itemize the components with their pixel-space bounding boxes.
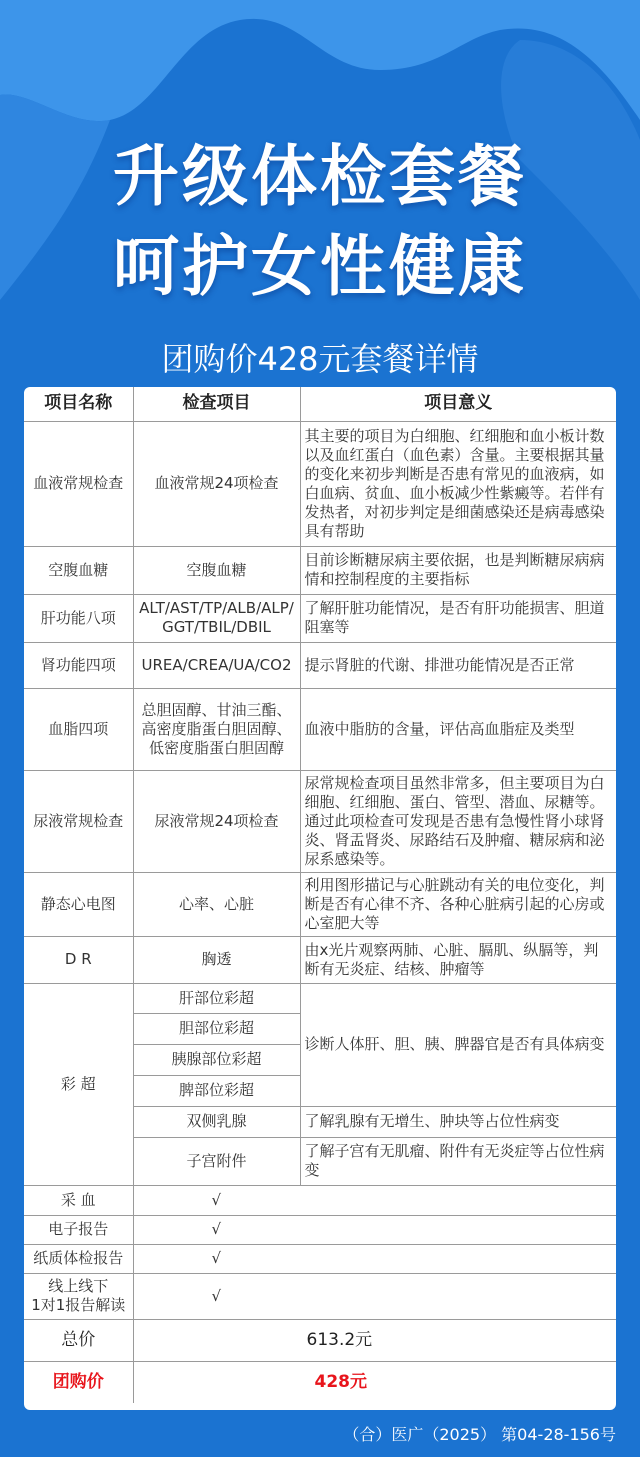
service-row (24, 1244, 616, 1273)
service-row (24, 1215, 616, 1244)
row-name: 血脂四项 (24, 688, 133, 770)
ultrasound-item: 子宫附件 (133, 1137, 300, 1185)
row-name: D R (24, 936, 133, 983)
ultrasound-meaning-breast: 了解乳腺有无增生、肿块等占位性病变 (300, 1106, 616, 1137)
row-name: 空腹血糖 (24, 546, 133, 594)
ultrasound-item: 胆部位彩超 (133, 1013, 300, 1044)
package-table (24, 387, 616, 1403)
hero-title-line2: 呵护女性健康 (113, 228, 527, 305)
check-mark: √ (133, 1215, 616, 1244)
table-row (24, 594, 616, 642)
row-name: 肝功能八项 (24, 594, 133, 642)
table-row (24, 770, 616, 872)
service-name: 电子报告 (24, 1215, 133, 1244)
ultrasound-name: 彩 超 (24, 983, 133, 1185)
header-item: 检查项目 (133, 387, 300, 421)
ad-license-number: （合）医广（2025） 第04-28-156号 (343, 1425, 616, 1444)
row-meaning: 利用图形描记与心脏跳动有关的电位变化，判断是否有心律不齐、各种心脏病引起的心房或心室肥大等 (300, 872, 616, 936)
service-row (24, 1273, 616, 1319)
row-item: UREA/CREA/UA/CO2 (133, 642, 300, 688)
table-row (24, 872, 616, 936)
row-item: 尿液常规24项检查 (133, 770, 300, 872)
header-meaning: 项目意义 (300, 387, 616, 421)
package-table-card (24, 387, 616, 1410)
total-price-label: 总价 (24, 1319, 133, 1361)
row-item: 心率、心脏 (133, 872, 300, 936)
ultrasound-meaning-organs: 诊断人体肝、胆、胰、脾器官是否有具体病变 (300, 983, 616, 1106)
group-price-value: 428元 (133, 1361, 616, 1403)
ultrasound-meaning-uterus: 了解子宫有无肌瘤、附件有无炎症等占位性病变 (300, 1137, 616, 1185)
service-name: 线上线下 1对1报告解读 (24, 1273, 133, 1319)
check-mark: √ (133, 1244, 616, 1273)
row-meaning: 其主要的项目为白细胞、红细胞和血小板计数以及血红蛋白（血色素）含量。主要根据其量的变化来初步判断是否患有常见的血液病，如白血病、贫血、血小板减少性紫癜等。若伴有发热者，对初步判定是细菌感染还是病毒感染具有帮助 (300, 421, 616, 546)
row-name: 尿液常规检查 (24, 770, 133, 872)
row-item: 血液常规24项检查 (133, 421, 300, 546)
table-row (24, 936, 616, 983)
row-item: ALT/AST/TP/ALB/ALP/GGT/TBIL/DBIL (133, 594, 300, 642)
check-mark: √ (133, 1185, 616, 1215)
row-meaning: 由x光片观察两肺、心脏、膈肌、纵膈等，判断有无炎症、结核、肿瘤等 (300, 936, 616, 983)
row-name: 肾功能四项 (24, 642, 133, 688)
service-row (24, 1185, 616, 1215)
ultrasound-item: 脾部位彩超 (133, 1075, 300, 1106)
row-item: 胸透 (133, 936, 300, 983)
service-name: 纸质体检报告 (24, 1244, 133, 1273)
total-price-value: 613.2元 (133, 1319, 616, 1361)
row-meaning: 目前诊断糖尿病主要依据，也是判断糖尿病病情和控制程度的主要指标 (300, 546, 616, 594)
row-name: 静态心电图 (24, 872, 133, 936)
ultrasound-item: 胰腺部位彩超 (133, 1044, 300, 1075)
package-subtitle: 团购价428元套餐详情 (161, 340, 479, 378)
row-meaning: 血液中脂肪的含量，评估高血脂症及类型 (300, 688, 616, 770)
header-name: 项目名称 (24, 387, 133, 421)
row-name: 血液常规检查 (24, 421, 133, 546)
service-name: 采 血 (24, 1185, 133, 1215)
ultrasound-item: 肝部位彩超 (133, 983, 300, 1013)
group-price-label: 团购价 (24, 1361, 133, 1403)
ultrasound-item: 双侧乳腺 (133, 1106, 300, 1137)
row-item: 空腹血糖 (133, 546, 300, 594)
table-row (24, 983, 616, 1013)
total-price-row (24, 1319, 616, 1361)
row-item: 总胆固醇、甘油三酯、高密度脂蛋白胆固醇、低密度脂蛋白胆固醇 (133, 688, 300, 770)
table-row (24, 688, 616, 770)
table-row (24, 642, 616, 688)
table-row (24, 546, 616, 594)
group-price-row (24, 1361, 616, 1403)
table-header-row (24, 387, 616, 421)
check-mark: √ (133, 1273, 616, 1319)
row-meaning: 提示肾脏的代谢、排泄功能情况是否正常 (300, 642, 616, 688)
row-meaning: 尿常规检查项目虽然非常多，但主要项目为白细胞、红细胞、蛋白、管型、潜血、尿糖等。通过此项检查可发现是否患有急慢性肾小球肾炎、肾盂肾炎、尿路结石及肿瘤、糖尿病和泌尿系感染等。 (300, 770, 616, 872)
row-meaning: 了解肝脏功能情况，是否有肝功能损害、胆道阻塞等 (300, 594, 616, 642)
table-row (24, 421, 616, 546)
hero-title-line1: 升级体检套餐 (113, 138, 527, 215)
